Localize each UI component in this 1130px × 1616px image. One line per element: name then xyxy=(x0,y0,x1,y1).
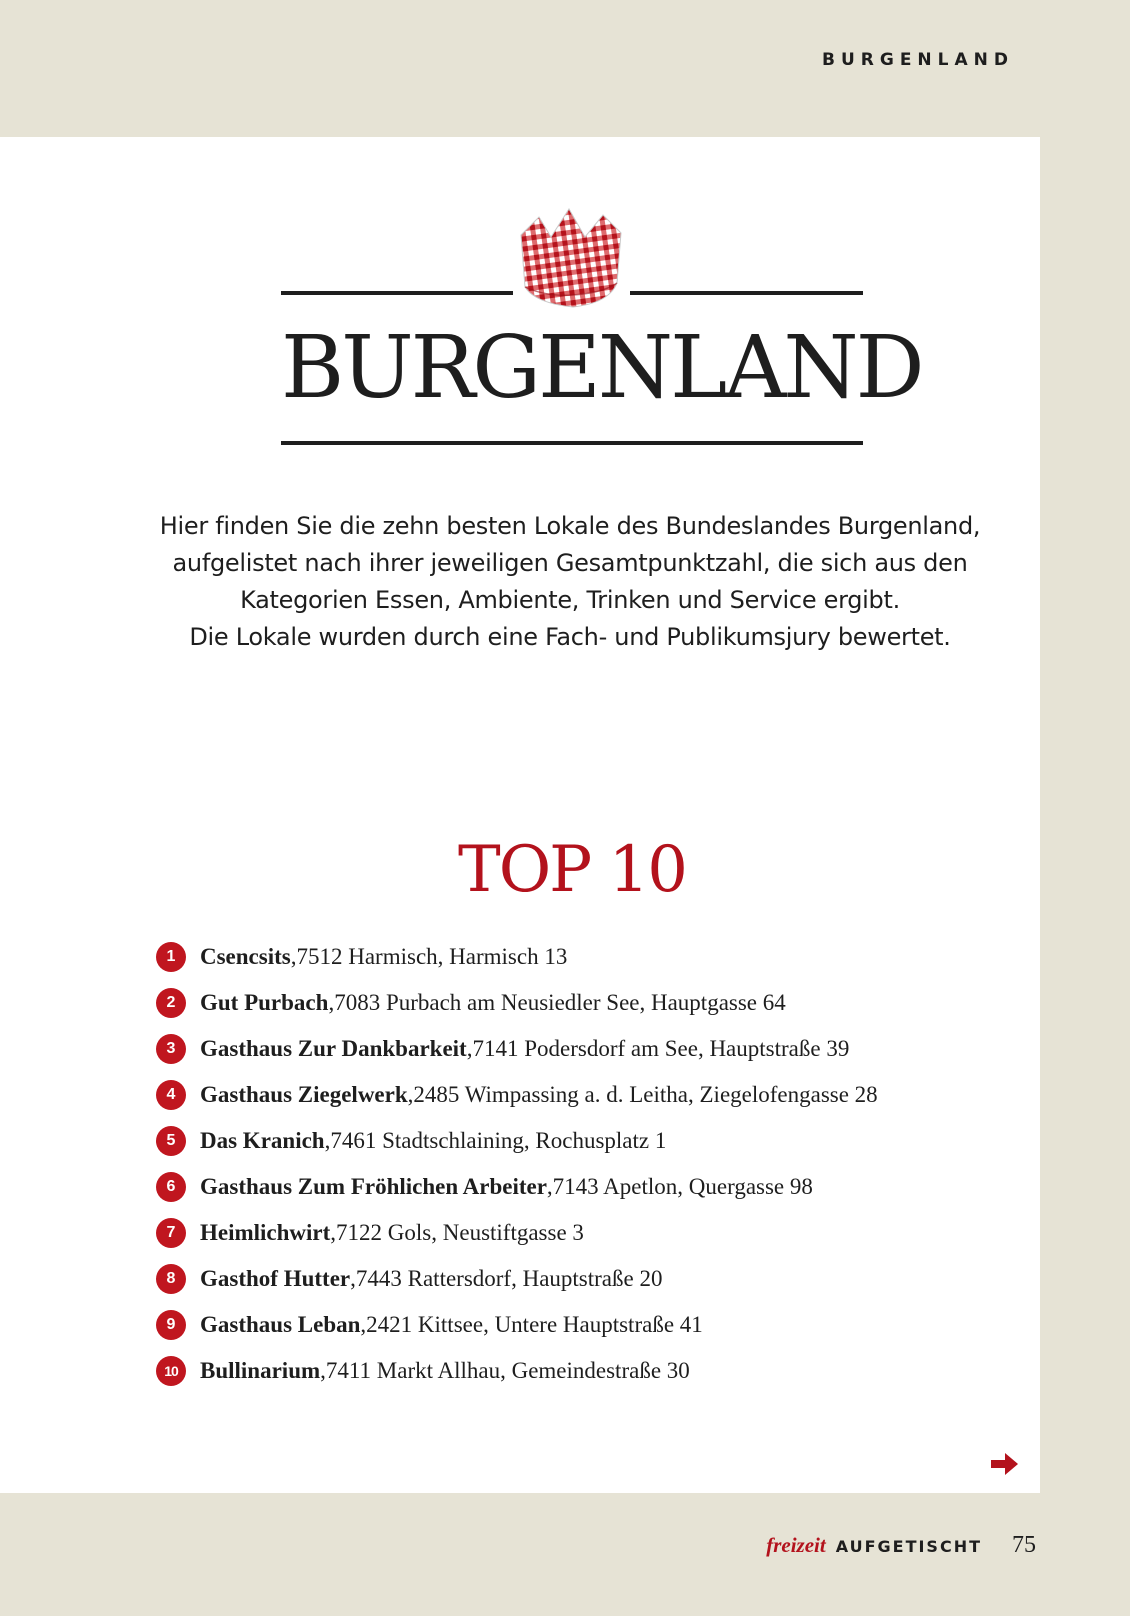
restaurant-name: Gasthaus Zur Dankbarkeit xyxy=(200,1036,467,1061)
rank-badge: 5 xyxy=(156,1126,186,1156)
rank-badge: 2 xyxy=(156,988,186,1018)
list-item xyxy=(156,1348,1016,1394)
intro-line: Kategorien Essen, Ambiente, Trinken und Service ergibt. xyxy=(240,586,900,614)
intro-line: Hier finden Sie die zehn besten Lokale des Bundeslandes Burgenland, xyxy=(159,512,981,540)
restaurant-address: 7443 Rattersdorf, Hauptstraße 20 xyxy=(355,1266,663,1291)
rank-badge: 3 xyxy=(156,1034,186,1064)
comma: , xyxy=(328,990,335,1015)
restaurant-address: 7512 Harmisch, Harmisch 13 xyxy=(296,944,568,969)
rank-badge: 1 xyxy=(156,942,186,972)
restaurant-name: Das Kranich xyxy=(200,1128,325,1153)
checkered-napkin-crown-icon xyxy=(517,207,627,311)
comma: , xyxy=(407,1082,414,1107)
comma: , xyxy=(320,1358,326,1383)
restaurant-address: 7143 Apetlon, Quergasse 98 xyxy=(552,1174,813,1199)
restaurant-name: Gasthaus Ziegelwerk xyxy=(200,1082,408,1107)
top-10-list xyxy=(156,934,1016,1394)
list-item xyxy=(156,1256,1016,1302)
intro-line: Die Lokale wurden durch eine Fach- und Publikumsjury bewertet. xyxy=(189,623,951,651)
page-title: BURGENLAND xyxy=(281,318,922,418)
restaurant-address: 7461 Stadtschlaining, Rochusplatz 1 xyxy=(330,1128,667,1153)
restaurant-name: Gasthof Hutter xyxy=(200,1266,351,1291)
running-header: BURGENLAND xyxy=(822,50,1014,70)
restaurant-address: 2485 Wimpassing a. d. Leitha, Ziegelofengasse 28 xyxy=(413,1082,878,1107)
restaurant-name: Gut Purbach xyxy=(200,990,329,1015)
title-rule-top-right xyxy=(630,291,863,295)
footer-brand-logo: freizeit xyxy=(766,1533,826,1557)
title-rule-bottom xyxy=(281,441,863,445)
comma: , xyxy=(360,1312,367,1337)
rank-badge: 8 xyxy=(156,1264,186,1294)
title-rule-top-left xyxy=(281,291,513,295)
restaurant-address: 2421 Kittsee, Untere Hauptstraße 41 xyxy=(366,1312,703,1337)
restaurant-name: Gasthaus Zum Fröhlichen Arbeiter xyxy=(200,1174,547,1199)
intro-line: aufgelistet nach ihrer jeweiligen Gesamtpunktzahl, die sich aus den xyxy=(172,549,968,577)
comma: , xyxy=(290,944,297,969)
rank-badge: 7 xyxy=(156,1218,186,1248)
comma: , xyxy=(466,1036,473,1061)
list-item xyxy=(156,1210,1016,1256)
list-item xyxy=(156,1164,1016,1210)
rank-badge: 6 xyxy=(156,1172,186,1202)
footer-section-title: AUFGETISCHT xyxy=(835,1537,982,1556)
restaurant-address: 7122 Gols, Neustiftgasse 3 xyxy=(336,1220,584,1245)
restaurant-name: Heimlichwirt xyxy=(200,1220,331,1245)
arrow-right-icon[interactable] xyxy=(991,1452,1019,1476)
rank-badge: 4 xyxy=(156,1080,186,1110)
list-item xyxy=(156,1118,1016,1164)
restaurant-name: Gasthaus Leban xyxy=(200,1312,361,1337)
restaurant-address: 7141 Podersdorf am See, Hauptstraße 39 xyxy=(472,1036,850,1061)
list-item xyxy=(156,1072,1016,1118)
list-item xyxy=(156,1302,1016,1348)
comma: , xyxy=(546,1174,553,1199)
page-footer xyxy=(766,1532,1036,1559)
list-item xyxy=(156,980,1016,1026)
restaurant-address: 7411 Markt Allhau, Gemeindestraße 30 xyxy=(325,1358,690,1383)
list-item xyxy=(156,934,1016,980)
comma: , xyxy=(330,1220,337,1245)
comma: , xyxy=(350,1266,356,1291)
list-item xyxy=(156,1026,1016,1072)
rank-badge: 9 xyxy=(156,1310,186,1340)
intro-paragraph xyxy=(120,508,1020,656)
restaurant-address: 7083 Purbach am Neusiedler See, Hauptgasse 64 xyxy=(334,990,786,1015)
page-number: 75 xyxy=(1012,1532,1036,1558)
restaurant-name: Csencsits xyxy=(200,944,291,969)
rank-badge: 10 xyxy=(156,1356,186,1386)
restaurant-name: Bullinarium xyxy=(200,1358,321,1383)
top-10-heading: TOP 10 xyxy=(458,833,686,907)
comma: , xyxy=(324,1128,331,1153)
